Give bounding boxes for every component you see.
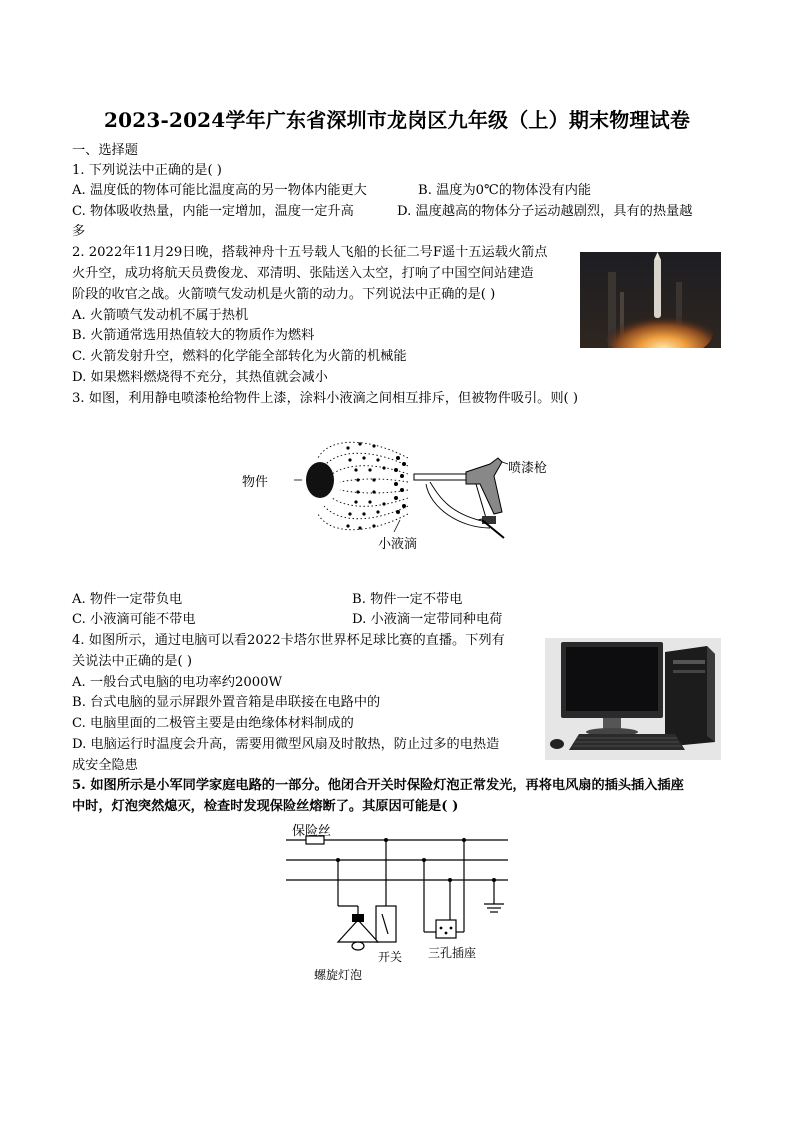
desktop-computer-photo bbox=[545, 638, 721, 760]
q4-option-d-cont: 成安全隐患 bbox=[72, 758, 138, 773]
q4-option-d: D. 电脑运行时温度会升高，需要用微型风扇及时散热，防止过多的电热造 bbox=[72, 737, 500, 752]
label-object: 物件 bbox=[242, 475, 269, 490]
label-socket: 三孔插座 bbox=[428, 946, 477, 960]
q1-option-c: C. 物体吸收热量，内能一定增加，温度一定升高 bbox=[72, 204, 354, 219]
q1-option-b: B. 温度为0℃的物体没有内能 bbox=[418, 183, 592, 198]
q2-option-a: A. 火箭喷气发动机不属于热机 bbox=[72, 308, 249, 323]
q2-option-d: D. 如果燃料燃烧得不充分，其热值就会减小 bbox=[72, 370, 328, 385]
rocket-launch-photo bbox=[580, 252, 721, 348]
label-spray-gun: 喷漆枪 bbox=[508, 461, 548, 476]
q1-stem: 1. 下列说法中正确的是( ) bbox=[72, 163, 222, 178]
q1-option-a: A. 温度低的物体可能比温度高的另一物体内能更大 bbox=[72, 183, 367, 198]
q4-option-a: A. 一般台式电脑的电功率约2000W bbox=[72, 675, 283, 690]
q5-stem-1: 5. 如图所示是小军同学家庭电路的一部分。他闭合开关时保险灯泡正常发光，再将电风扇的插头插入插座 bbox=[72, 778, 684, 793]
q2-option-c: C. 火箭发射升空，燃料的化学能全部转化为火箭的机械能 bbox=[72, 349, 407, 364]
q2-option-b: B. 火箭通常选用热值较大的物质作为燃料 bbox=[72, 328, 315, 343]
q4-stem-1: 4. 如图所示，通过电脑可以看2022卡塔尔世界杯足球比赛的直播。下列有 bbox=[72, 633, 505, 648]
q3-option-a: A. 物件一定带负电 bbox=[72, 592, 183, 607]
q4-option-b: B. 台式电脑的显示屏跟外置音箱是串联接在电路中的 bbox=[72, 695, 381, 710]
q3-option-b: B. 物件一定不带电 bbox=[352, 592, 463, 607]
label-droplets: 小液滴 bbox=[378, 537, 418, 552]
q2-stem-3: 阶段的收官之战。火箭喷气发动机是火箭的动力。下列说法中正确的是( ) bbox=[72, 287, 496, 302]
q4-option-c: C. 电脑里面的二极管主要是由绝缘体材料制成的 bbox=[72, 716, 354, 731]
label-fuse: 保险丝 bbox=[292, 824, 332, 839]
q3-option-c: C. 小液滴可能不带电 bbox=[72, 612, 196, 627]
q5-stem-2: 中时，灯泡突然熄灭，检查时发现保险丝熔断了。其原因可能是( ) bbox=[72, 799, 459, 814]
q2-stem-1: 2. 2022年11月29日晚，搭载神舟十五号载人飞船的长征二号F遥十五运载火箭点 bbox=[72, 245, 548, 260]
q4-stem-2: 关说法中正确的是( ) bbox=[72, 654, 192, 669]
label-bulb: 螺旋灯泡 bbox=[314, 968, 363, 982]
spray-gun-diagram bbox=[290, 428, 530, 548]
household-circuit-diagram bbox=[284, 820, 524, 970]
q3-stem: 3. 如图，利用静电喷漆枪给物件上漆，涂料小液滴之间相互排斥，但被物件吸引。则( ) bbox=[72, 391, 579, 406]
q1-option-d: D. 温度越高的物体分子运动越剧烈，具有的热量越 bbox=[397, 204, 693, 219]
q1-option-d-cont: 多 bbox=[72, 224, 86, 239]
section-heading: 一、选择题 bbox=[72, 143, 138, 158]
q2-stem-2: 火升空，成功将航天员费俊龙、邓清明、张陆送入太空，打响了中国空间站建造 bbox=[72, 266, 534, 281]
page-title: 2023-2024学年广东省深圳市龙岗区九年级（上）期末物理试卷 bbox=[103, 108, 691, 132]
label-switch: 开关 bbox=[378, 950, 403, 964]
q3-option-d: D. 小液滴一定带同种电荷 bbox=[352, 612, 503, 627]
